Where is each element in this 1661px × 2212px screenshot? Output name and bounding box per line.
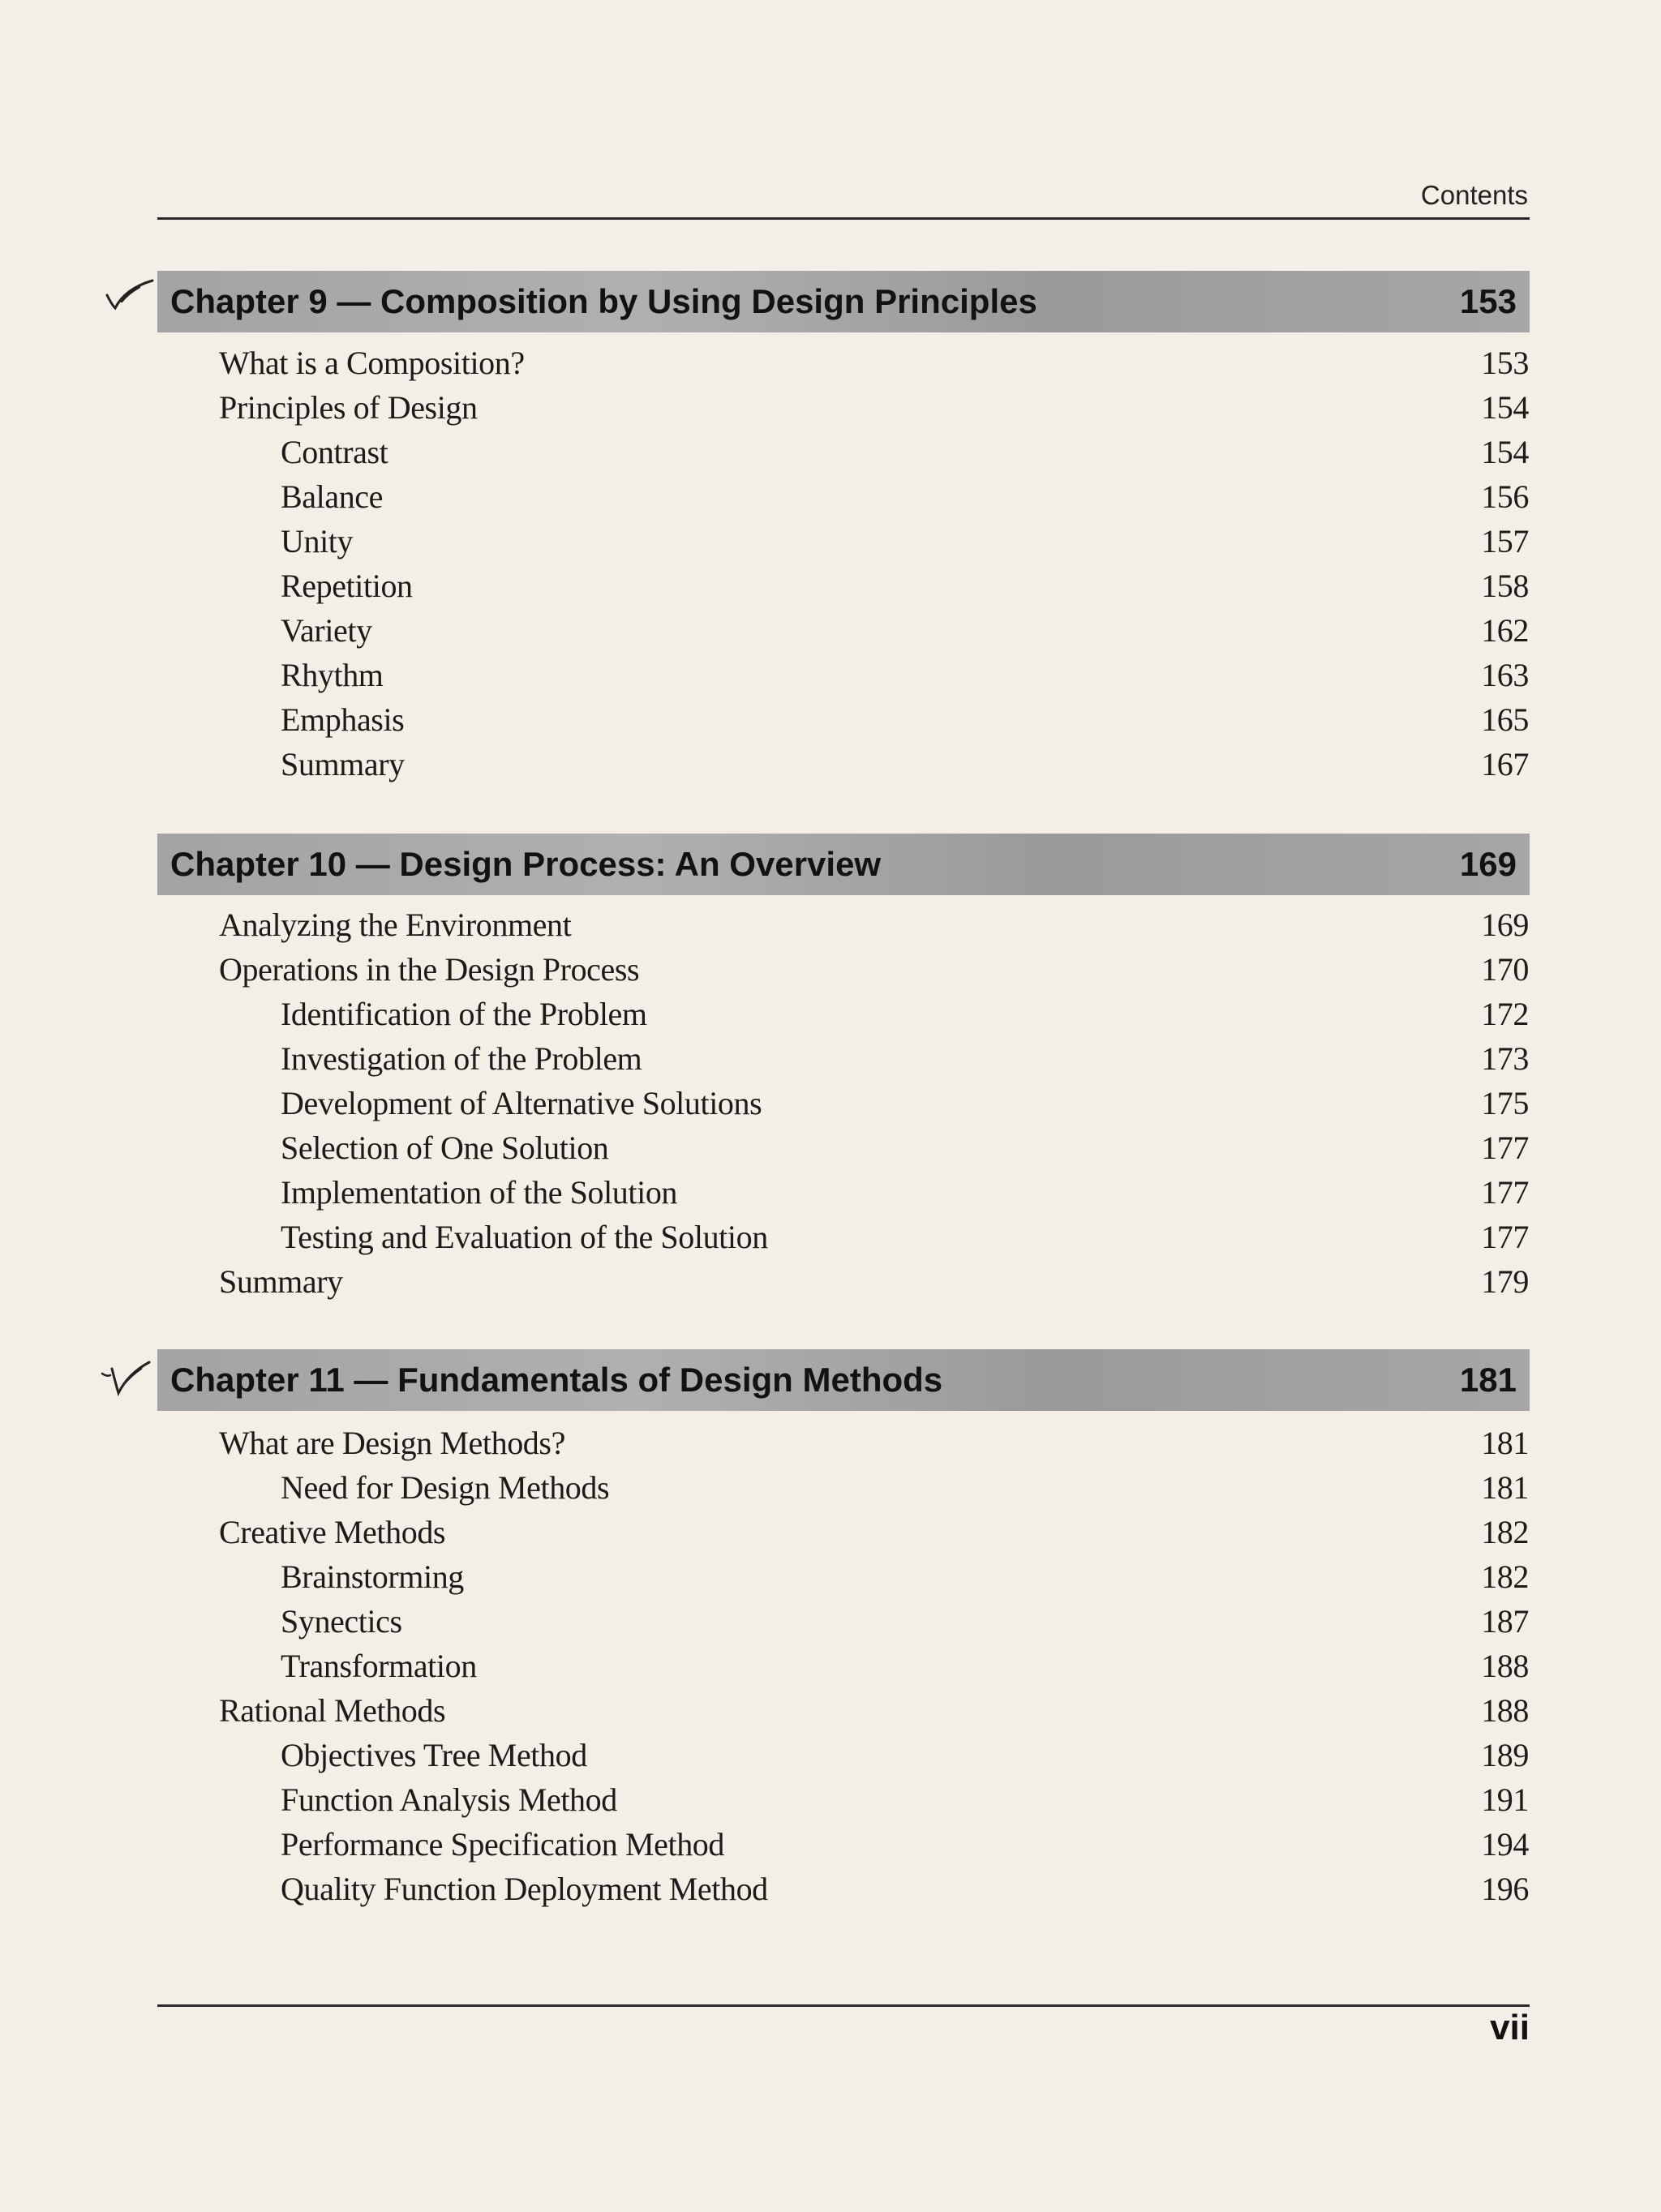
entry-title: Repetition bbox=[281, 568, 413, 604]
entry-title: Implementation of the Solution bbox=[281, 1174, 678, 1211]
entry-page-number: 167 bbox=[1481, 746, 1529, 782]
entry-title: Variety bbox=[281, 612, 372, 649]
checkmark-icon bbox=[99, 1357, 156, 1398]
toc-entry[interactable] bbox=[0, 1510, 1661, 1554]
entry-page-number: 165 bbox=[1481, 701, 1529, 738]
entry-page-number: 157 bbox=[1481, 523, 1529, 559]
entry-title: Need for Design Methods bbox=[281, 1469, 610, 1506]
entry-title: Emphasis bbox=[281, 701, 405, 738]
toc-entry[interactable] bbox=[0, 742, 1661, 787]
entry-title: Function Analysis Method bbox=[281, 1781, 617, 1818]
entry-title: Rational Methods bbox=[219, 1692, 446, 1729]
toc-entry[interactable] bbox=[0, 1259, 1661, 1304]
toc-entry-list bbox=[0, 1421, 1661, 1911]
entry-page-number: 189 bbox=[1481, 1737, 1529, 1773]
toc-entry-list bbox=[0, 902, 1661, 1304]
entry-page-number: 162 bbox=[1481, 612, 1529, 649]
toc-entry[interactable] bbox=[0, 697, 1661, 742]
entry-page-number: 177 bbox=[1481, 1130, 1529, 1166]
entry-title: Transformation bbox=[281, 1648, 477, 1684]
entry-title: Testing and Evaluation of the Solution bbox=[281, 1219, 768, 1255]
toc-entry[interactable] bbox=[0, 519, 1661, 564]
toc-entry[interactable] bbox=[0, 992, 1661, 1036]
toc-entry[interactable] bbox=[0, 902, 1661, 947]
entry-page-number: 191 bbox=[1481, 1781, 1529, 1818]
toc-entry[interactable] bbox=[0, 1215, 1661, 1259]
entry-page-number: 172 bbox=[1481, 996, 1529, 1032]
chapter-page-number: 153 bbox=[1459, 282, 1517, 320]
entry-page-number: 175 bbox=[1481, 1085, 1529, 1121]
entry-page-number: 179 bbox=[1481, 1263, 1529, 1300]
toc-entry[interactable] bbox=[0, 1733, 1661, 1777]
entry-title: What is a Composition? bbox=[219, 345, 525, 381]
entry-title: Balance bbox=[281, 478, 384, 515]
entry-page-number: 156 bbox=[1481, 478, 1529, 515]
header-rule bbox=[157, 217, 1530, 220]
entry-title: Performance Specification Method bbox=[281, 1826, 725, 1863]
entry-page-number: 177 bbox=[1481, 1174, 1529, 1211]
entry-title: Objectives Tree Method bbox=[281, 1737, 587, 1773]
chapter-page-number: 169 bbox=[1459, 845, 1517, 883]
entry-page-number: 158 bbox=[1481, 568, 1529, 604]
toc-entry[interactable] bbox=[0, 1867, 1661, 1911]
entry-title: Operations in the Design Process bbox=[219, 951, 640, 988]
entry-page-number: 181 bbox=[1481, 1425, 1529, 1461]
toc-entry[interactable] bbox=[0, 1465, 1661, 1510]
entry-page-number: 188 bbox=[1481, 1692, 1529, 1729]
toc-entry[interactable] bbox=[0, 608, 1661, 653]
entry-page-number: 188 bbox=[1481, 1648, 1529, 1684]
entry-page-number: 153 bbox=[1481, 345, 1529, 381]
toc-entry[interactable] bbox=[0, 385, 1661, 430]
toc-entry[interactable] bbox=[0, 474, 1661, 519]
chapter-heading[interactable] bbox=[157, 1349, 1530, 1411]
entry-title: Principles of Design bbox=[219, 389, 478, 426]
toc-entry[interactable] bbox=[0, 1170, 1661, 1215]
entry-title: Investigation of the Problem bbox=[281, 1040, 642, 1077]
entry-title: Selection of One Solution bbox=[281, 1130, 609, 1166]
toc-entry[interactable] bbox=[0, 1822, 1661, 1867]
entry-title: Identification of the Problem bbox=[281, 996, 647, 1032]
toc-entry-list bbox=[0, 341, 1661, 787]
entry-title: Development of Alternative Solutions bbox=[281, 1085, 762, 1121]
toc-entry[interactable] bbox=[0, 1554, 1661, 1599]
entry-page-number: 187 bbox=[1481, 1603, 1529, 1640]
chapter-heading[interactable] bbox=[157, 271, 1530, 332]
entry-page-number: 182 bbox=[1481, 1558, 1529, 1595]
entry-page-number: 182 bbox=[1481, 1514, 1529, 1550]
entry-title: Quality Function Deployment Method bbox=[281, 1871, 768, 1907]
toc-entry[interactable] bbox=[0, 1036, 1661, 1081]
toc-entry[interactable] bbox=[0, 341, 1661, 385]
chapter-title: Chapter 9 — Composition by Using Design Principles bbox=[170, 282, 1037, 320]
entry-title: Synectics bbox=[281, 1603, 402, 1640]
toc-entry[interactable] bbox=[0, 1777, 1661, 1822]
entry-page-number: 154 bbox=[1481, 434, 1529, 470]
toc-entry[interactable] bbox=[0, 430, 1661, 474]
chapter-page-number: 181 bbox=[1459, 1361, 1517, 1399]
entry-page-number: 181 bbox=[1481, 1469, 1529, 1506]
chapter-title: Chapter 11 — Fundamentals of Design Methods bbox=[170, 1361, 943, 1399]
checkmark-icon bbox=[104, 277, 156, 315]
toc-entry[interactable] bbox=[0, 564, 1661, 608]
entry-title: Unity bbox=[281, 523, 354, 559]
toc-entry[interactable] bbox=[0, 1599, 1661, 1644]
toc-entry[interactable] bbox=[0, 947, 1661, 992]
toc-entry[interactable] bbox=[0, 1421, 1661, 1465]
toc-entry[interactable] bbox=[0, 1081, 1661, 1125]
entry-title: Summary bbox=[281, 746, 405, 782]
entry-title: Summary bbox=[219, 1263, 343, 1300]
running-head: Contents bbox=[1420, 180, 1528, 210]
entry-page-number: 154 bbox=[1481, 389, 1529, 426]
entry-title: Analyzing the Environment bbox=[219, 907, 572, 943]
chapter-heading[interactable] bbox=[157, 834, 1530, 895]
page-folio: vii bbox=[1490, 2008, 1530, 2047]
entry-page-number: 173 bbox=[1481, 1040, 1529, 1077]
entry-page-number: 194 bbox=[1481, 1826, 1529, 1863]
entry-title: Rhythm bbox=[281, 657, 384, 693]
toc-entry[interactable] bbox=[0, 653, 1661, 697]
entry-title: What are Design Methods? bbox=[219, 1425, 565, 1461]
chapter-title: Chapter 10 — Design Process: An Overview bbox=[170, 845, 882, 883]
entry-page-number: 196 bbox=[1481, 1871, 1529, 1907]
entry-title: Contrast bbox=[281, 434, 388, 470]
entry-page-number: 169 bbox=[1481, 907, 1529, 943]
toc-entry[interactable] bbox=[0, 1125, 1661, 1170]
entry-page-number: 163 bbox=[1481, 657, 1529, 693]
entry-title: Creative Methods bbox=[219, 1514, 446, 1550]
toc-entry[interactable] bbox=[0, 1688, 1661, 1733]
toc-entry[interactable] bbox=[0, 1644, 1661, 1688]
entry-page-number: 177 bbox=[1481, 1219, 1529, 1255]
entry-title: Brainstorming bbox=[281, 1558, 464, 1595]
entry-page-number: 170 bbox=[1481, 951, 1529, 988]
footer-rule bbox=[157, 2004, 1530, 2007]
